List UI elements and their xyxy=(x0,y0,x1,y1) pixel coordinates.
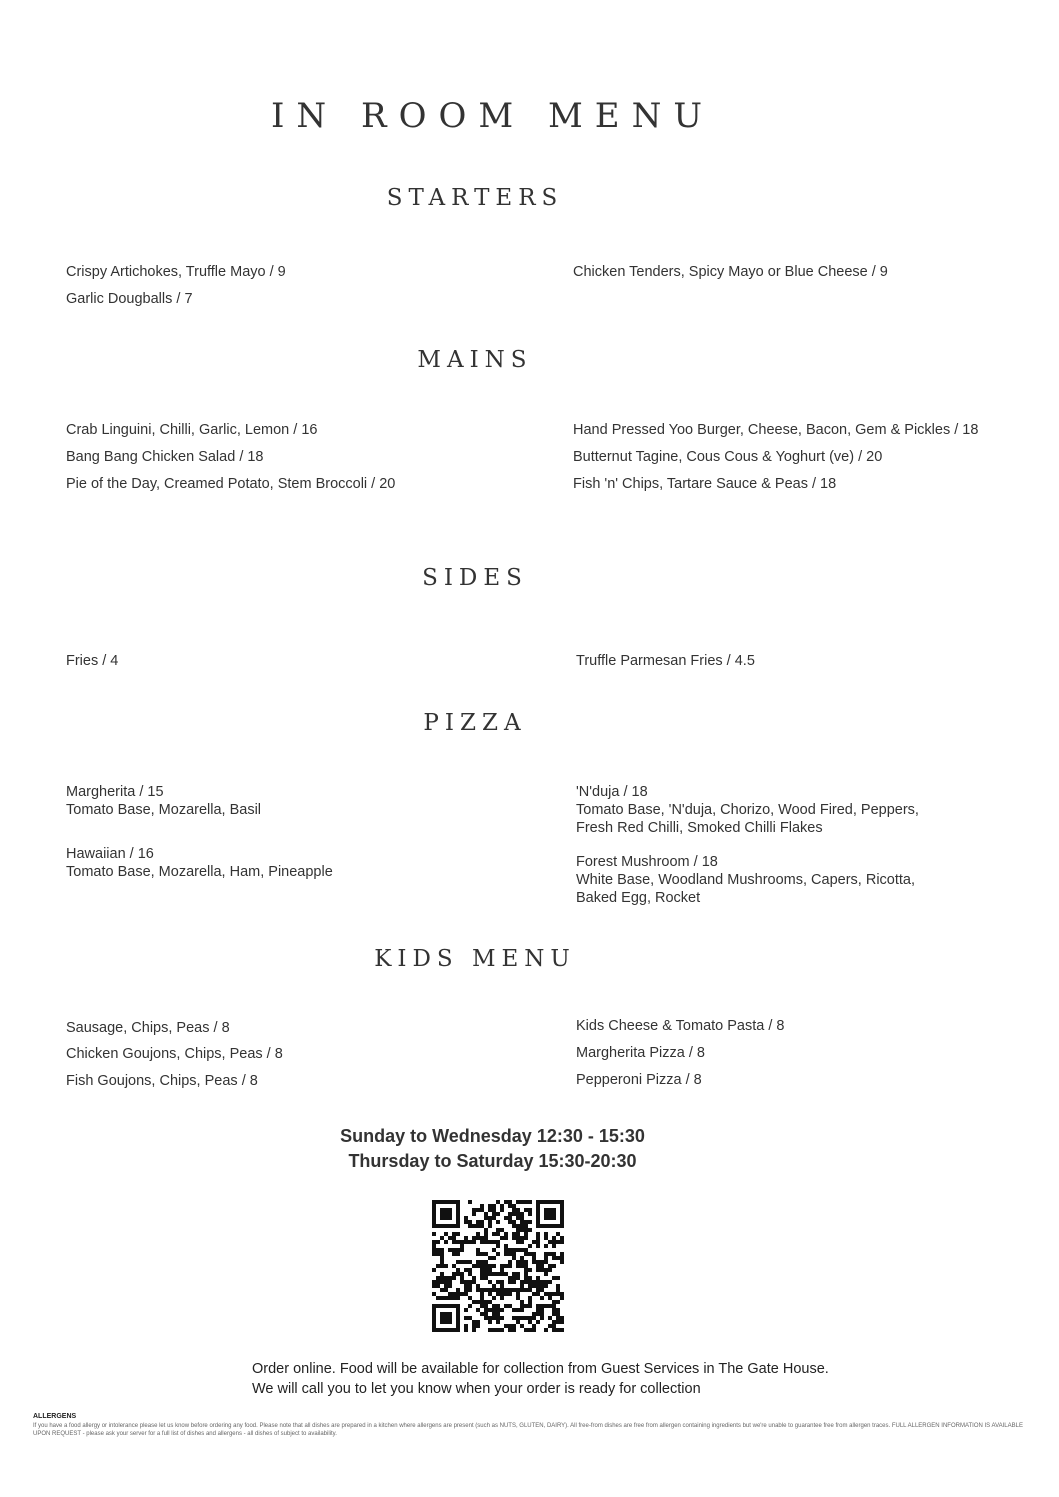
pizza-name: 'N'duja / 18 xyxy=(576,784,648,800)
pizza-description: Tomato Base, Mozarella, Ham, Pineapple xyxy=(66,864,333,880)
pizza-item-nduja xyxy=(576,783,919,837)
qr-code-icon[interactable] xyxy=(432,1200,564,1332)
menu-item: Garlic Dougballs / 7 xyxy=(66,291,193,307)
hours-line: Thursday to Saturday 15:30-20:30 xyxy=(348,1151,637,1171)
pizza-description: Tomato Base, 'N'duja, Chorizo, Wood Fired, Peppers, xyxy=(576,802,919,818)
menu-item: Butternut Tagine, Cous Cous & Yoghurt (ve) / 20 xyxy=(573,449,883,465)
pizza-heading: PIZZA xyxy=(423,710,527,736)
opening-hours xyxy=(0,1124,985,1174)
pizza-description: Tomato Base, Mozarella, Basil xyxy=(66,802,262,818)
pizza-name: Forest Mushroom / 18 xyxy=(576,854,718,870)
menu-item: Kids Cheese & Tomato Pasta / 8 xyxy=(576,1018,785,1034)
pizza-description: White Base, Woodland Mushrooms, Capers, Ricotta, xyxy=(576,872,916,888)
kids-menu-heading: KIDS MENU xyxy=(374,946,576,972)
menu-item: Pepperoni Pizza / 8 xyxy=(576,1072,702,1088)
menu-item: Fish Goujons, Chips, Peas / 8 xyxy=(66,1073,258,1089)
menu-item: Crispy Artichokes, Truffle Mayo / 9 xyxy=(66,264,286,280)
pizza-item-hawaiian xyxy=(66,845,333,881)
menu-item: Margherita Pizza / 8 xyxy=(576,1045,705,1061)
pizza-name: Margherita / 15 xyxy=(66,784,164,800)
menu-item: Fish 'n' Chips, Tartare Sauce & Peas / 18 xyxy=(573,476,837,492)
allergens-text: If you have a food allergy or intolerance please let us know before ordering any food. Please note that all dishes are prepared in a kitchen where allergens are present (such as NUTS, GLUTEN, DAIRY). All free-from dishes are free from allergen containing ingredients but we're unable to guarantee free from allergen traces. FULL ALLERGEN INFORMATION IS AVAILABLE UPON REQUEST - please ask your server for a full list of dishes and allergens - all dishes of subject to availability. xyxy=(33,1423,1023,1437)
mains-heading: MAINS xyxy=(417,347,533,373)
hours-line: Sunday to Wednesday 12:30 - 15:30 xyxy=(340,1126,645,1146)
menu-item: Chicken Tenders, Spicy Mayo or Blue Cheese / 9 xyxy=(573,264,888,280)
page-title: IN ROOM MENU xyxy=(271,96,714,136)
menu-item: Bang Bang Chicken Salad / 18 xyxy=(66,449,264,465)
menu-item: Sausage, Chips, Peas / 8 xyxy=(66,1020,230,1036)
pizza-description: Baked Egg, Rocket xyxy=(576,890,701,906)
sides-heading: SIDES xyxy=(422,565,528,591)
menu-item: Fries / 4 xyxy=(66,653,119,669)
menu-item: Pie of the Day, Creamed Potato, Stem Broccoli / 20 xyxy=(66,476,396,492)
menu-item: Truffle Parmesan Fries / 4.5 xyxy=(576,653,755,669)
pizza-description: Fresh Red Chilli, Smoked Chilli Flakes xyxy=(576,820,823,836)
starters-heading: STARTERS xyxy=(386,185,564,211)
pizza-item-forest-mushroom xyxy=(576,853,915,907)
menu-item: Hand Pressed Yoo Burger, Cheese, Bacon, Gem & Pickles / 18 xyxy=(573,422,979,438)
pizza-item-margherita xyxy=(66,783,261,819)
menu-item: Crab Linguini, Chilli, Garlic, Lemon / 16 xyxy=(66,422,318,438)
menu-item: Chicken Goujons, Chips, Peas / 8 xyxy=(66,1046,283,1062)
allergens-heading: ALLERGENS xyxy=(33,1413,77,1420)
order-online-text: Order online. Food will be available for collection from Guest Services in The Gate House. We will call you to let you know when your order is ready for collection xyxy=(252,1361,829,1397)
pizza-name: Hawaiian / 16 xyxy=(66,846,154,862)
